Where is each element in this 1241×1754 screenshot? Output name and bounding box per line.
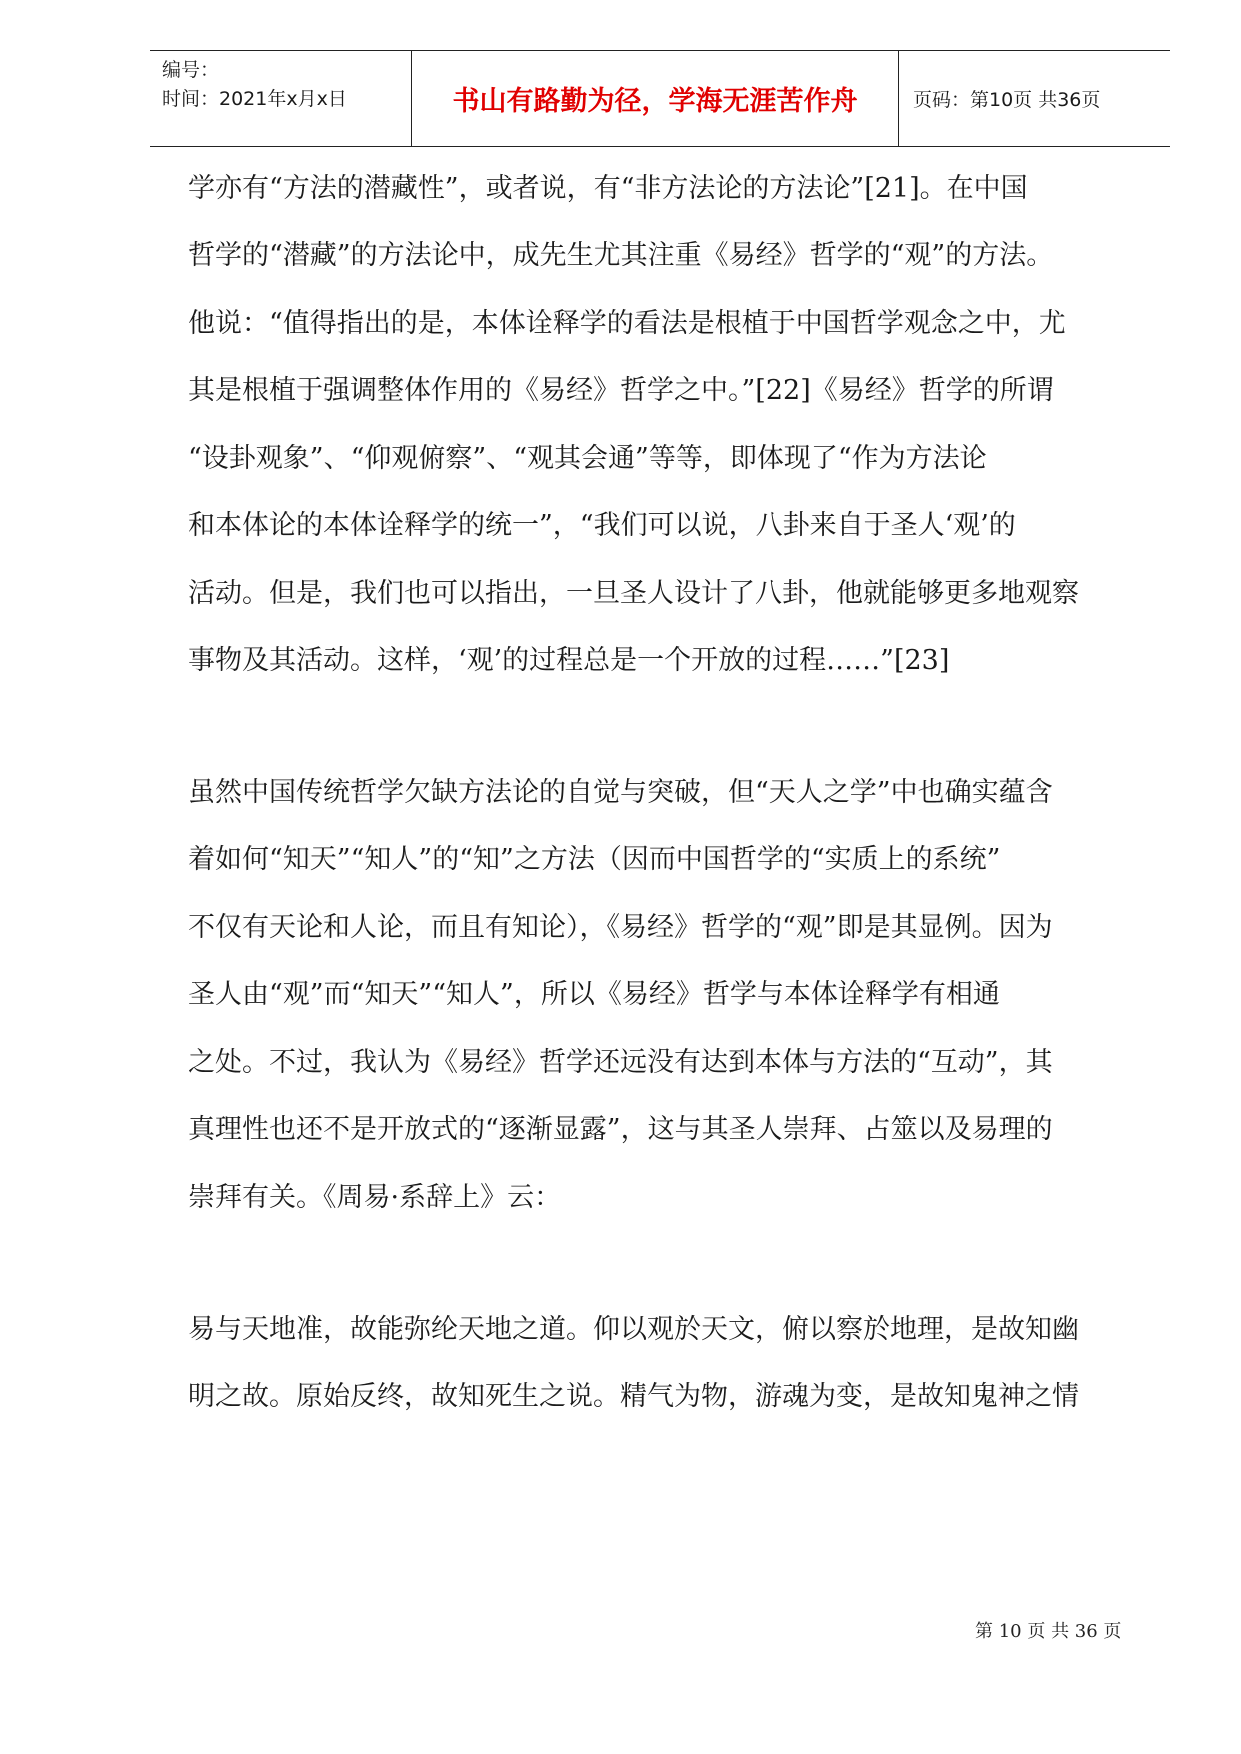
header-page-info: 页码：第10页 共36页 [913, 89, 1101, 111]
text-line: 之处。不过，我认为《易经》哲学还远没有达到本体与方法的“互动”，其 [188, 1047, 1053, 1078]
number-label: 编号： [162, 59, 220, 81]
text-line: 虽然中国传统哲学欠缺方法论的自觉与突破，但“天人之学”中也确实蕴含 [188, 777, 1053, 808]
text-line: “设卦观象”、“仰观俯察”、“观其会通”等等，即体现了“作为方法论 [188, 443, 987, 474]
text-line: 事物及其活动。这样，‘观’的过程总是一个开放的过程……”[23] [188, 645, 950, 676]
text-line: 和本体论的本体诠释学的统一”，“我们可以说，八卦来自于圣人‘观’的 [188, 510, 1016, 541]
text-line: 真理性也还不是开放式的“逐渐显露”，这与其圣人崇拜、占筮以及易理的 [188, 1114, 1053, 1145]
text-line: 着如何“知天”“知人”的“知”之方法（因而中国哲学的“实质上的系统” [188, 844, 1001, 875]
header-meta [150, 51, 412, 146]
page-footer: 第 10 页 共 36 页 [975, 1621, 1122, 1642]
text-line: 哲学的“潜藏”的方法论中，成先生尤其注重《易经》哲学的“观”的方法。 [188, 240, 1054, 271]
text-line: 圣人由“观”而“知天”“知人”，所以《易经》哲学与本体诠释学有相通 [188, 979, 1000, 1010]
time-label: 时间：2021年x月x日 [162, 88, 347, 110]
text-line: 其是根植于强调整体作用的《易经》哲学之中。”[22]《易经》哲学的所谓 [188, 375, 1054, 406]
text-line: 明之故。原始反终，故知死生之说。精气为物，游魂为变，是故知鬼神之情 [188, 1381, 1079, 1412]
header-motto: 书山有路勤为径，学海无涯苦作舟 [412, 51, 899, 146]
text-line: 活动。但是，我们也可以指出，一旦圣人设计了八卦，他就能够更多地观察 [188, 578, 1079, 609]
text-line: 学亦有“方法的潜藏性”，或者说，有“非方法论的方法论”[21]。在中国 [188, 173, 1028, 204]
text-line: 不仅有天论和人论，而且有知论），《易经》哲学的“观”即是其显例。因为 [188, 912, 1053, 943]
page-header [150, 50, 1170, 147]
text-line: 他说：“值得指出的是，本体诠释学的看法是根植于中国哲学观念之中，尤 [188, 308, 1066, 339]
text-line: 易与天地准，故能弥纶天地之道。仰以观於天文，俯以察於地理，是故知幽 [188, 1314, 1079, 1345]
text-line: 崇拜有关。《周易·系辞上》云： [188, 1182, 562, 1213]
